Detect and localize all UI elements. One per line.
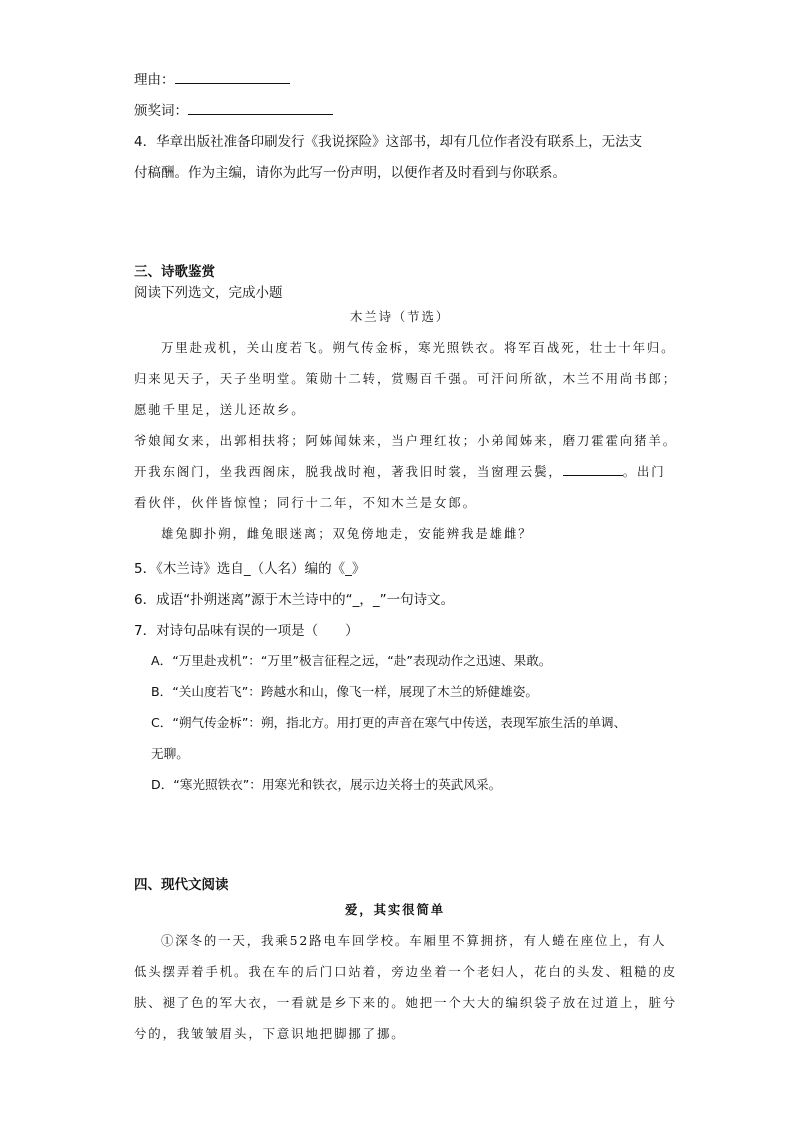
question-5: 5．《木兰诗》选自_（人名）编的《_》 bbox=[134, 561, 366, 577]
option-a[interactable]: A．“万里赴戎机”：“万里”极言征程之远，“赴”表现动作之迅速、果敢。 bbox=[151, 653, 552, 668]
poem-line: 。出门 bbox=[622, 464, 666, 479]
award-label: 颁奖词： bbox=[134, 103, 188, 119]
q4-line-2: 付稿酬。作为主编，请你为此写一份声明，以便作者及时看到与你联系。 bbox=[134, 165, 566, 181]
article-paragraph-line: ①深冬的一天，我乘52路电车回学校。车厢里不算拥挤，有人蜷在座位上，有人 bbox=[161, 933, 667, 948]
poem-line: 看伙伴，伙伴皆惊惶；同行十二年，不知木兰是女郎。 bbox=[134, 495, 477, 510]
poem-line-with-blank bbox=[134, 462, 666, 480]
reason-blank[interactable] bbox=[175, 70, 290, 84]
poem-line: 归来见天子，天子坐明堂。策勋十二转，赏赐百千强。可汗问所欲，木兰不用尚书郎； bbox=[134, 371, 678, 386]
article-paragraph-line: 兮的，我皱皱眉头，下意识地把脚挪了挪。 bbox=[134, 1026, 406, 1041]
section-3-instruction: 阅读下列选文，完成小题 bbox=[134, 285, 283, 301]
reason-field bbox=[134, 68, 290, 88]
article-title: 爱，其实很简单 bbox=[345, 902, 446, 917]
poem-blank[interactable] bbox=[563, 462, 623, 476]
section-3-heading: 三、诗歌鉴赏 bbox=[134, 264, 215, 280]
option-c-continued: 无聊。 bbox=[151, 746, 189, 761]
poem-line: 开我东阁门，坐我西阁床，脱我战时袍，著我旧时裳，当窗理云鬓， bbox=[134, 464, 563, 479]
poem-line: 万里赴戎机，关山度若飞。朔气传金柝，寒光照铁衣。将军百战死，壮士十年归。 bbox=[161, 340, 676, 355]
poem-line: 爷娘闻女来，出郭相扶将；阿姊闻妹来，当户理红妆；小弟闻姊来，磨刀霍霍向猪羊。 bbox=[134, 433, 678, 448]
poem-line: 雄兔脚扑朔，雌兔眼迷离；双兔傍地走，安能辨我是雄雌？ bbox=[161, 526, 533, 541]
award-blank[interactable] bbox=[188, 101, 333, 115]
q4-line-1: 4．华章出版社准备印刷发行《我说探险》这部书，却有几位作者没有联系上，无法支 bbox=[134, 134, 643, 150]
option-d[interactable]: D．“寒光照铁衣”：用寒光和铁衣，展示边关将士的英武风采。 bbox=[151, 777, 502, 792]
article-paragraph-line: 低头摆弄着手机。我在车的后门口站着，旁边坐着一个老妇人，花白的头发、粗糙的皮 bbox=[134, 964, 678, 979]
award-field bbox=[134, 99, 333, 119]
reason-label: 理由： bbox=[134, 72, 175, 88]
section-4-heading: 四、现代文阅读 bbox=[134, 877, 229, 893]
poem-line: 愿驰千里足，送儿还故乡。 bbox=[134, 402, 306, 417]
option-b[interactable]: B．“关山度若飞”：跨越水和山，像飞一样，展现了木兰的矫健雄姿。 bbox=[151, 684, 538, 699]
question-6: 6．成语“扑朔迷离”源于木兰诗中的“_，_”一句诗文。 bbox=[134, 592, 455, 608]
article-paragraph-line: 肤、褪了色的军大衣，一看就是乡下来的。她把一个大大的编织袋子放在过道上，脏兮 bbox=[134, 995, 678, 1010]
question-7: 7．对诗句品味有误的一项是（ ） bbox=[134, 623, 359, 639]
option-c[interactable]: C．“朔气传金柝”：朔，指北方。用打更的声音在寒气中传送，表现军旅生活的单调、 bbox=[151, 715, 627, 730]
poem-title: 木兰诗（节选） bbox=[350, 309, 451, 324]
